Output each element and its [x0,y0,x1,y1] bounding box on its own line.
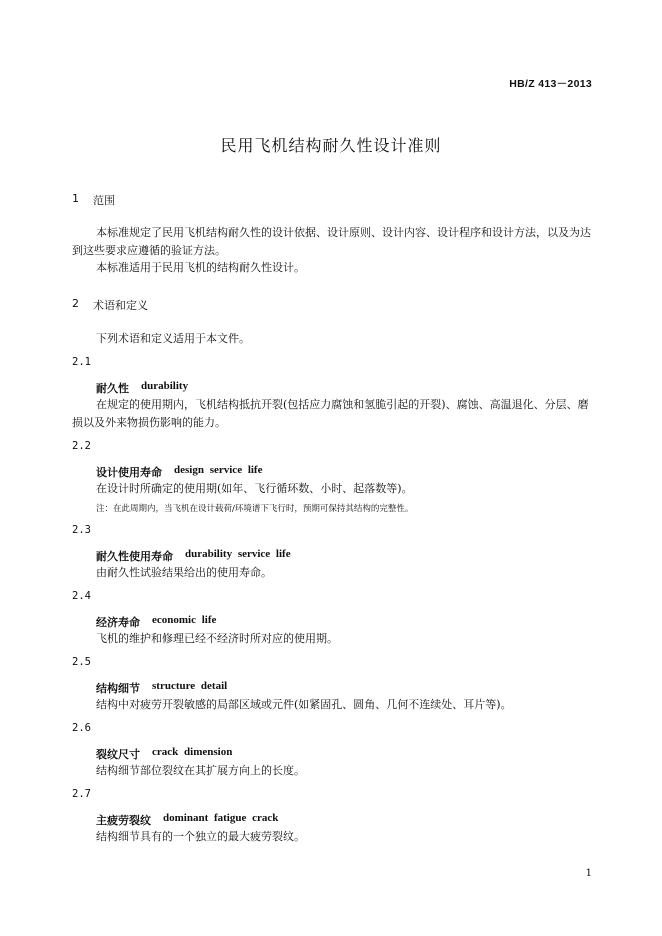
term-zh: 设计使用寿命 [96,466,162,479]
term-definition: 结构细节部位裂纹在其扩展方向上的长度。 [96,764,305,777]
term-definition: 飞机的维护和修理已经不经济时所对应的使用期。 [96,632,338,645]
section-1-heading [72,192,115,208]
term-heading [96,680,227,696]
term-heading [96,380,188,396]
term-heading [96,746,232,762]
term-number: 2.4 [72,590,91,602]
section-title: 术语和定义 [93,299,148,312]
section-number: 1 [72,192,79,205]
term-number: 2.3 [72,524,91,536]
section-number: 2 [72,297,79,310]
term-heading [96,614,216,630]
term-definition: 结构中对疲劳开裂敏感的局部区域或元件(如紧固孔、圆角、几何不连续处、耳片等)。 [96,698,512,711]
term-note: 注：在此周期内，当飞机在设计载荷/环境谱下飞行时，预期可保持其结构的完整性。 [96,504,414,514]
term-en: structure detail [152,680,228,692]
term-number: 2.5 [72,656,91,668]
term-heading [96,812,278,828]
term-zh: 耐久性使用寿命 [96,550,173,563]
document-title: 民用飞机结构耐久性设计准则 [220,136,442,155]
page-number: 1 [585,868,592,879]
term-definition: 在设计时所确定的使用期(如年、飞行循环数、小时、起落数等)。 [96,482,413,495]
term-zh: 主疲劳裂纹 [96,814,151,827]
term-number: 2.7 [72,788,91,800]
term-definition: 结构细节具有的一个独立的最大疲劳裂纹。 [96,830,305,843]
term-zh: 经济寿命 [96,616,140,629]
term-en: durability [141,380,189,392]
term-number: 2.6 [72,722,91,734]
term-en: durability service life [185,548,291,560]
term-zh: 结构细节 [96,682,140,695]
term-number: 2.2 [72,440,91,452]
term-en: economic life [152,614,217,626]
term-heading [96,464,262,480]
section-title: 范围 [93,194,115,207]
term-zh: 耐久性 [96,382,129,395]
term-number: 2.1 [72,356,91,368]
standard-code: HB/Z 413－2013 [509,78,592,90]
scope-paragraph-1: 本标准规定了民用飞机结构耐久性的设计依据、设计原则、设计内容、设计程序和设计方法，以及为达到这些要求应遵循的验证方法。 [72,226,591,257]
terms-intro: 下列术语和定义适用于本文件。 [96,332,250,345]
term-en: crack dimension [152,746,233,758]
term-zh: 裂纹尺寸 [96,748,140,761]
term-en: dominant fatigue crack [163,812,279,824]
section-2-heading [72,297,148,313]
scope-paragraph-2: 本标准适用于民用飞机的结构耐久性设计。 [96,261,305,274]
term-heading [96,548,291,564]
term-en: design service life [174,464,263,476]
term-definition: 由耐久性试验结果给出的使用寿命。 [96,566,272,579]
term-definition: 在规定的使用期内，飞机结构抵抗开裂(包括应力腐蚀和氢脆引起的开裂)、腐蚀、高温退化、分层、磨损以及外来物损伤影响的能力。 [72,398,589,429]
